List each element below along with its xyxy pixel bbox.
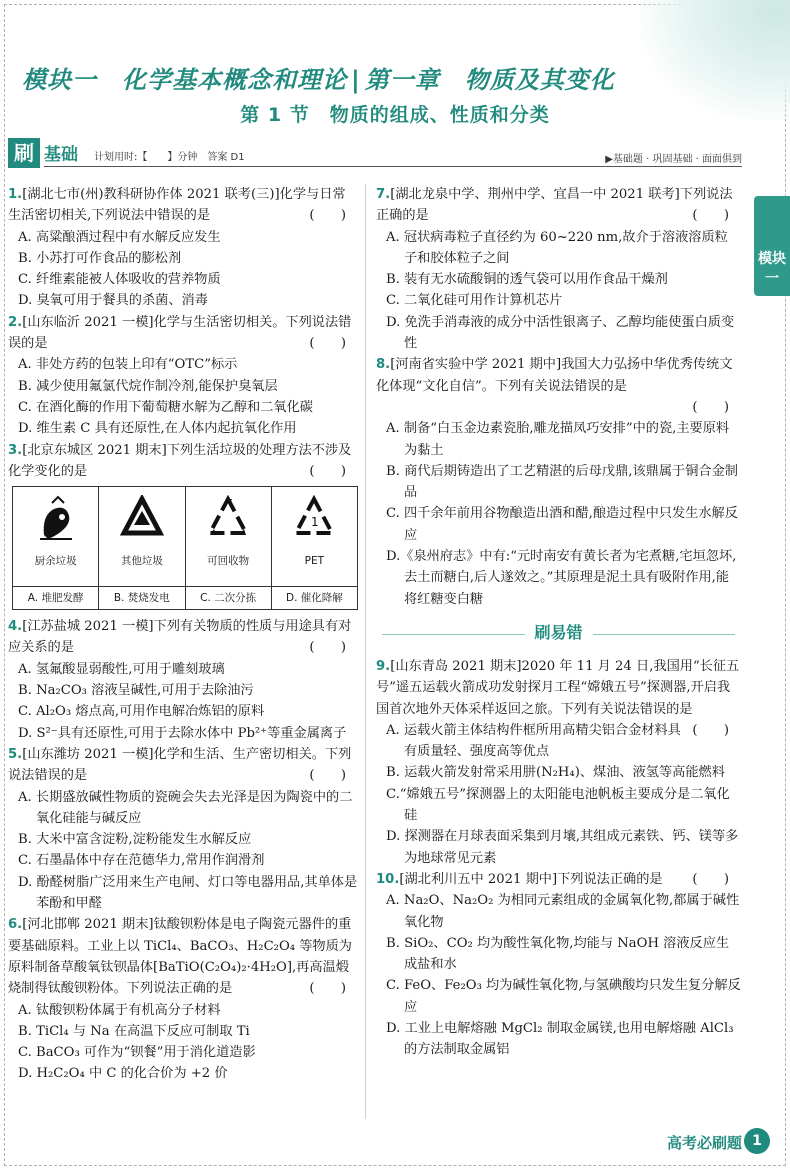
other-waste-icon: [120, 495, 164, 545]
question-stem: [山东潍坊 2021 一模]化学和生活、生产密切相关。下列说法错误的是: [8, 746, 352, 784]
easy-wrong-label: 刷易错: [524, 622, 592, 643]
option-b: B. SiO₂、CO₂ 均为酸性氧化物,均能与 NaOH 溶液反应生成盐和水: [386, 935, 730, 973]
plan-time: 计划用时:【 】分钟 答案 D1: [94, 152, 245, 163]
option-d: D.《泉州府志》中有:“元时南安有黄长者为宅煮糖,宅垣忽坏,去土而糖白,后人遂效之。”其原理是泥土具有吸附作用,能将红糖变白糖: [386, 549, 737, 607]
chapter-number: 第一章: [364, 66, 440, 94]
option-d: D. 维生素 C 具有还原性,在人体内起抗氧化作用: [18, 421, 297, 437]
option-a: A. 钛酸钡粉体属于有机高分子材料: [18, 1002, 221, 1018]
question-stem: [山东临沂 2021 一模]化学与生活密切相关。下列说法错误的是: [8, 314, 352, 352]
option-c: C. FeO、Fe₂O₃ 均为碱性氧化物,与氢碘酸均只发生复分解反应: [386, 978, 741, 1015]
pet-recycle-icon: [292, 495, 336, 545]
side-tab: 模块一: [754, 196, 790, 296]
option-a: A. 非处方药的包装上印有“OTC”标示: [18, 357, 238, 373]
kitchen-waste-cell: 厨余垃圾: [13, 487, 99, 587]
option-b: B. 大米中富含淀粉,淀粉能发生水解反应: [18, 832, 252, 848]
question-8: 8.[河南省实验中学 2021 期中]我国大力弘扬中华优秀传统文化体现“文化自信”。下列有关说法错误的是 ( ) A. 制备“白玉金边素瓷胎,雕龙描凤巧安排”中的瓷,主要原料为黏土 B. 商代后期铸造出了工艺精湛的后母戊鼎,该鼎属于铜合金制品 C. 四千余年前用谷物酿造出酒和醋,酿造过程中只发生水解反应 D.《泉州府志》中有:“元时南安有黄长者为宅煮糖,宅垣忽坏,去土而糖白,后人遂效之。”其原理是泥土具有吸附作用,能将红糖变白糖: [376, 354, 741, 610]
basics-bar: [8, 138, 742, 168]
other-waste-cell: 其他垃圾: [99, 487, 185, 587]
option-d: D. 免洗手消毒液的成分中活性银离子、乙醇均能使蛋白质变性: [386, 314, 735, 352]
option-d: D. 探测器在月球表面采集到月壤,其组成元素铁、钙、镁等多为地球常见元素: [386, 829, 739, 866]
option-c: C. 在酒化酶的作用下葡萄糖水解为乙醇和二氧化碳: [18, 399, 313, 415]
answer-paren: ( ): [692, 208, 729, 224]
module-title: [22, 60, 742, 95]
question-6: 6.[河北邯郸 2021 期末]钛酸钡粉体是电子陶瓷元器件的重要基础原料。工业上以 TiCl₄、BaCO₃、H₂C₂O₄ 等物质为原料制备草酸氧钛钡晶体[BaTiO(C₂O₄)₂·4H₂O],再高温煅烧制得钛酸钡粉体。下列说法正确的是 ( ) A. 钛酸钡粉体属于有机高分子材料 B. TiCl₄ 与 Na 在高温下反应可制取 Ti C. BaCO₃ 可作为“钡餐”用于消化道造影 D. H₂C₂O₄ 中 C 的化合价为 +2 价: [8, 914, 358, 1084]
right-column: [376, 184, 741, 1061]
question-stem: [河南省实验中学 2021 期中]我国大力弘扬中华优秀传统文化体现“文化自信”。下列有关说法错误的是: [376, 357, 733, 394]
question-stem: [北京东城区 2021 期末]下列生活垃圾的处理方法不涉及化学变化的是: [8, 442, 352, 479]
option-c: C. 二氧化硅可用作计算机芯片: [386, 293, 563, 309]
chapter-name: 物质及其变化: [464, 66, 615, 94]
answer-paren: ( ): [692, 871, 729, 887]
title-separator: |: [351, 66, 361, 94]
option-a: A. 高粱酿酒过程中有水解反应发生: [18, 229, 221, 245]
option-d: D. 酚醛树脂广泛用来生产电闸、灯口等电器用品,其单体是苯酚和甲醛: [18, 874, 358, 912]
question-1: 1.[湖北七市(州)教科研协作体 2021 联考(三)]化学与日常生活密切相关,下列说法中错误的是 ( ) A. 高粱酿酒过程中有水解反应发生 B. 小苏打可作食品的膨松剂 C. 纤维素能被人体吸收的营养物质 D. 臭氧可用于餐具的杀菌、消毒: [8, 184, 358, 312]
option-c: C. Al₂O₃ 熔点高,可用作电解冶炼铝的原料: [18, 704, 265, 720]
left-column: [8, 184, 358, 1085]
answer-paren: ( ): [309, 640, 346, 656]
question-stem: [江苏盐城 2021 一模]下列有关物质的性质与用途具有对应关系的是: [8, 619, 352, 656]
option-d: D. 工业上电解熔融 MgCl₂ 制取金属镁,也用电解熔融 AlCl₃ 的方法制取金属铝: [386, 1020, 734, 1058]
question-7: 7.[湖北龙泉中学、荆州中学、宜昌一中 2021 联考]下列说法正确的是 ( ) A. 冠状病毒粒子直径约为 60~220 nm,故介于溶液溶质粒子和胶体粒子之间 B. 装有无水硫酸铜的透气袋可以用作食品干燥剂 C. 二氧化硅可用作计算机芯片 D. 免洗手消毒液的成分中活性银离子、乙醇均能使蛋白质变性: [376, 184, 741, 354]
pet-cell: 1 PET: [271, 487, 357, 587]
option-d: D. H₂C₂O₄ 中 C 的化合价为 +2 价: [18, 1066, 228, 1082]
answer-paren: ( ): [309, 463, 346, 479]
question-stem: [湖北七市(州)教科研协作体 2021 联考(三)]化学与日常生活密切相关,下列说法中错误的是: [8, 187, 346, 224]
basics-note: ▶基础题 · 巩固基础 · 面面俱到: [605, 154, 742, 165]
option-b: B. 运载火箭发射常采用肼(N₂H₄)、煤油、液氢等高能燃料: [386, 765, 725, 781]
question-stem: [湖北利川五中 2021 期中]下列说法正确的是: [399, 871, 663, 887]
answer-paren: ( ): [309, 768, 346, 784]
section-title: 第 1 节 物质的组成、性质和分类: [240, 104, 550, 126]
option-c: C. 石墨晶体中存在范德华力,常用作润滑剂: [18, 853, 265, 869]
option-a: A. 氢氟酸显弱酸性,可用于雕刻玻璃: [18, 661, 225, 677]
option-a: A. Na₂O、Na₂O₂ 为相同元素组成的金属氧化物,都属于碱性氧化物: [386, 893, 740, 930]
option-d: D. S²⁻具有还原性,可用于去除水体中 Pb²⁺等重金属离子: [18, 725, 347, 741]
option-d: D. 臭氧可用于餐具的杀菌、消毒: [18, 293, 208, 309]
basics-label: 基础: [44, 145, 78, 165]
question-stem: [河北邯郸 2021 期末]钛酸钡粉体是电子陶瓷元器件的重要基础原料。工业上以 TiCl₄、BaCO₃、H₂C₂O₄ 等物质为原料制备草酸氧钛钡晶体[BaTiO(C₂O₄)₂·4H₂O],再高温煅烧制得钛酸钡粉体。下列说法正确的是: [8, 917, 352, 997]
option-b: B. 装有无水硫酸铜的透气袋可以用作食品干燥剂: [386, 272, 668, 288]
answer-paren: ( ): [309, 208, 346, 224]
option-c: C. 纤维素能被人体吸收的营养物质: [18, 272, 221, 288]
question-stem: [湖北龙泉中学、荆州中学、宜昌一中 2021 联考]下列说法正确的是: [376, 187, 733, 224]
waste-image-table: [12, 486, 358, 610]
answer-paren: ( ): [692, 722, 729, 738]
option-b: B. Na₂CO₃ 溶液呈碱性,可用于去除油污: [18, 683, 254, 699]
basics-underline: [44, 166, 742, 167]
module-name: 化学基本概念和理论: [122, 66, 347, 94]
recycle-icon: [206, 495, 250, 545]
question-stem: [山东青岛 2021 期末]2020 年 11 月 24 日,我国用“长征五号”遥五运载火箭成功发射探月工程“嫦娥五号”探测器,开启我国首次地外天体采样返回之旅。下列有关说法错误的是: [376, 658, 740, 717]
option-a: A. 制备“白玉金边素瓷胎,雕龙描凤巧安排”中的瓷,主要原料为黏土: [386, 421, 730, 458]
option-b: B. 商代后期铸造出了工艺精湛的后母戊鼎,该鼎属于铜合金制品: [386, 463, 738, 501]
recyclable-cell: 可回收物: [185, 487, 271, 587]
option-c: C. 二次分拣: [185, 587, 271, 610]
kitchen-waste-icon: [34, 495, 78, 545]
option-b: B. 减少使用氟氯代烷作制冷剂,能保护臭氧层: [18, 378, 278, 394]
module-number: 模块一: [22, 66, 97, 94]
answer-paren: ( ): [309, 981, 346, 997]
question-4: 4.[江苏盐城 2021 一模]下列有关物质的性质与用途具有对应关系的是 ( ) A. 氢氟酸显弱酸性,可用于雕刻玻璃 B. Na₂CO₃ 溶液呈碱性,可用于去除油污 C. Al₂O₃ 熔点高,可用作电解冶炼铝的原料 D. S²⁻具有还原性,可用于去除水体中 Pb²⁺等重金属离子: [8, 616, 358, 744]
option-b: B. TiCl₄ 与 Na 在高温下反应可制取 Ti: [18, 1023, 250, 1039]
option-a: A. 长期盛放碱性物质的瓷碗会失去光泽是因为陶瓷中的二氧化硅能与碱反应: [18, 789, 353, 826]
option-b: B. 焚烧发电: [99, 587, 185, 610]
question-2: 2.[山东临沂 2021 一模]化学与生活密切相关。下列说法错误的是 ( ) A. 非处方药的包装上印有“OTC”标示 B. 减少使用氟氯代烷作制冷剂,能保护臭氧层 C. 在酒化酶的作用下葡萄糖水解为乙醇和二氧化碳 D. 维生素 C 具有还原性,在人体内起抗氧化作用: [8, 312, 358, 440]
basics-badge: 刷: [8, 138, 40, 168]
question-10: 10.[湖北利川五中 2021 期中]下列说法正确的是 ( ) A. Na₂O、Na₂O₂ 为相同元素组成的金属氧化物,都属于碱性氧化物 B. SiO₂、CO₂ 均为酸性氧化物,均能与 NaOH 溶液反应生成盐和水 C. FeO、Fe₂O₃ 均为碱性氧化物,与氢碘酸均只发生复分解反应 D. 工业上电解熔融 MgCl₂ 制取金属镁,也用电解熔融 AlCl₃ 的方法制取金属铝: [376, 869, 741, 1061]
answer-paren: ( ): [692, 399, 729, 415]
option-c: C.“嫦娥五号”探测器上的太阳能电池帆板主要成分是二氧化硅: [386, 786, 730, 824]
question-5: 5.[山东潍坊 2021 一模]化学和生活、生产密切相关。下列说法错误的是 ( ) A. 长期盛放碱性物质的瓷碗会失去光泽是因为陶瓷中的二氧化硅能与碱反应 B. 大米中富含淀粉,淀粉能发生水解反应 C. 石墨晶体中存在范德华力,常用作润滑剂 D. 酚醛树脂广泛用来生产电闸、灯口等电器用品,其单体是苯酚和甲醛: [8, 744, 358, 914]
question-9: 9.[山东青岛 2021 期末]2020 年 11 月 24 日,我国用“长征五号”遥五运载火箭成功发射探月工程“嫦娥五号”探测器,开启我国首次地外天体采样返回之旅。下列有关说法错误的是 ( ) A. 运载火箭主体结构件框所用高精尖铝合金材料具有质量轻、强度高等优点 B. 运载火箭发射常采用肼(N₂H₄)、煤油、液氢等高能燃料 C.“嫦娥五号”探测器上的太阳能电池帆板主要成分是二氧化硅 D. 探测器在月球表面采集到月壤,其组成元素铁、钙、镁等多为地球常见元素: [376, 656, 741, 869]
answer-paren: ( ): [309, 336, 346, 352]
option-c: C. BaCO₃ 可作为“钡餐”用于消化道造影: [18, 1045, 256, 1061]
option-d: D. 催化降解: [271, 587, 357, 610]
easy-wrong-divider: [376, 616, 741, 654]
question-3: 3.[北京东城区 2021 期末]下列生活垃圾的处理方法不涉及化学变化的是 ( ) 厨余垃圾 其他垃圾 可回收物 1 PET A. 堆肥发酵 B. 焚烧发电 C. 二次分拣 D. 催化降解: [8, 440, 358, 611]
footer-brand: 高考必刷题: [666, 1134, 742, 1152]
page-number: 1: [744, 1128, 770, 1154]
column-divider: [365, 184, 366, 1119]
svg-text:1: 1: [311, 515, 320, 530]
option-c: C. 四千余年前用谷物酿造出酒和醋,酿造过程中只发生水解反应: [386, 506, 738, 543]
option-a: A. 运载火箭主体结构件框所用高精尖铝合金材料具有质量轻、强度高等优点: [386, 722, 681, 760]
option-a: A. 冠状病毒粒子直径约为 60~220 nm,故介于溶液溶质粒子和胶体粒子之间: [386, 229, 728, 266]
option-b: B. 小苏打可作食品的膨松剂: [18, 250, 182, 266]
option-a: A. 堆肥发酵: [13, 587, 99, 610]
